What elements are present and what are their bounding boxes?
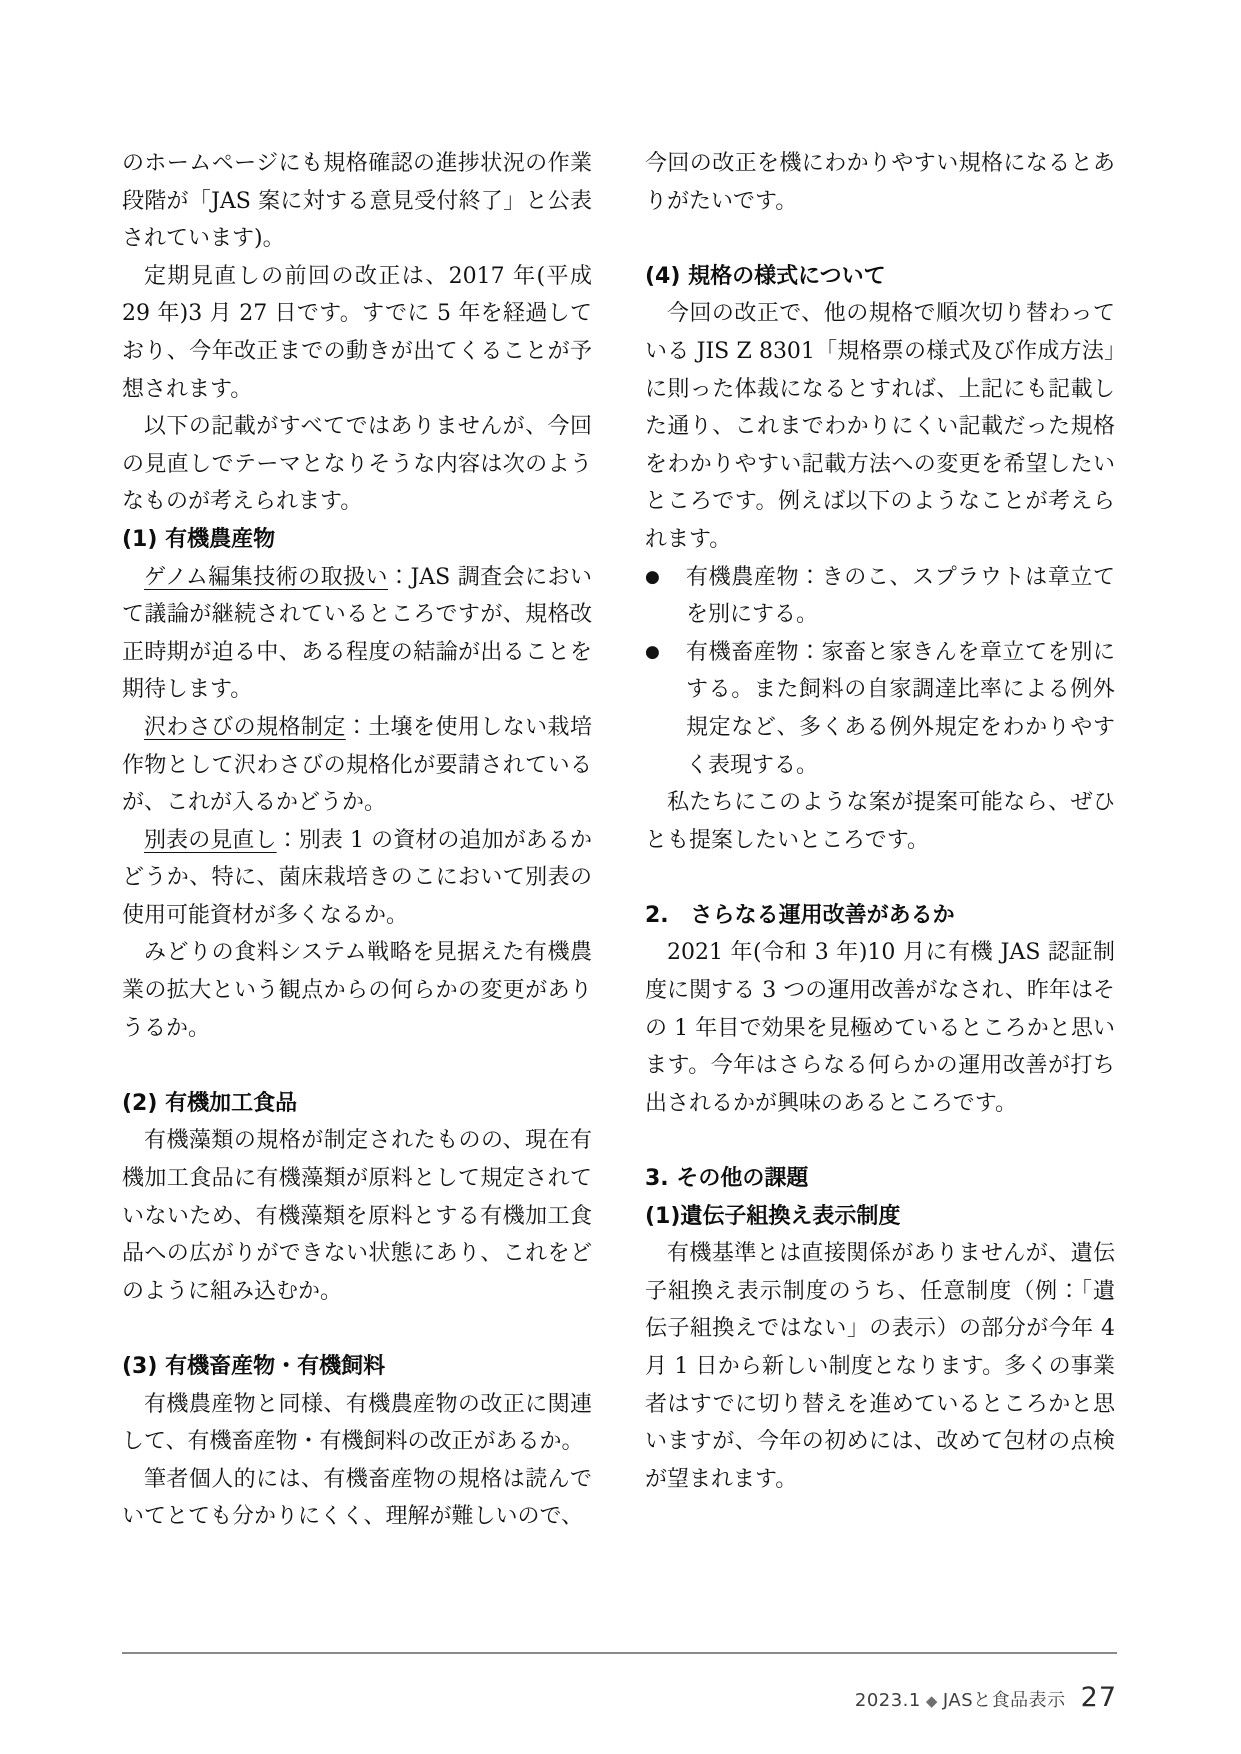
paragraph: 今回の改正を機にわかりやすい規格になるとありがたいです。: [645, 151, 1115, 214]
footer: [855, 1682, 1117, 1713]
left-column: [122, 145, 592, 1536]
blank-line: [122, 1310, 592, 1348]
paragraph: 有機農産物と同様、有機農産物の改正に関連して、有機畜産物・有機飼料の改正があるか。: [122, 1391, 592, 1455]
section-heading: (4) 規格の様式について: [645, 263, 886, 289]
bullet-text: 有機畜産物：家畜と家きんを章立てを別にする。また飼料の自家調達比率による例外規定など、多くある例外規定をわかりやすく表現する。: [686, 639, 1115, 778]
section-heading: (1) 有機農産物: [122, 526, 276, 552]
bullet-icon: ●: [645, 566, 660, 587]
paragraph: のホームページにも規格確認の進捗状況の作業段階が「JAS 案に対する意見受付終了」と公表されています)。: [122, 151, 592, 252]
article-body: [122, 145, 1117, 1536]
diamond-icon: ◆: [925, 1692, 938, 1710]
blank-line: [645, 1122, 1115, 1160]
paragraph: 私たちにこのような案が提案可能なら、ぜひとも提案したいところです。: [645, 790, 1115, 853]
section-heading: 3. その他の課題: [645, 1166, 809, 1192]
blank-line: [645, 220, 1115, 258]
page-number: 27: [1080, 1682, 1117, 1713]
section-heading: (3) 有機畜産物・有機飼料: [122, 1354, 386, 1379]
bullet-item: [645, 634, 1115, 784]
bullet-text: 有機農産物：きのこ、スプラウトは章立てを別にする。: [686, 564, 1115, 628]
paragraph: 有機藻類の規格が制定されたものの、現在有機加工食品に有機藻類が原料として規定されていないため、有機藻類を原料とする有機加工食品への広がりができない状態にあり、これをどのように組み込むか。: [122, 1128, 592, 1304]
paragraph: 2021 年(令和 3 年)10 月に有機 JAS 認証制度に関する 3 つの運用改善がなされ、昨年はその 1 年目で効果を見極めているところかと思います。今年はさらなる何らかの運用改善が打ち出されるかが興味のあるところです。: [645, 940, 1115, 1116]
section-heading: (1)遺伝子組換え表示制度: [645, 1203, 901, 1229]
paragraph: 有機基準とは直接関係がありませんが、遺伝子組換え表示制度のうち、任意制度（例：「遺伝子組換えではない」の表示）の部分が今年 4 月 1 日から新しい制度となります。多くの事業者はすでに切り替えを進めているところかと思いますが、今年の初めには、改めて包材の点検が望まれます。: [645, 1241, 1115, 1492]
paragraph: 別表の見直し：別表 1 の資材の追加があるかどうか、特に、菌床栽培きのこにおいて別表の使用可能資材が多くなるか。: [122, 827, 592, 928]
section-heading: (2) 有機加工食品: [122, 1090, 298, 1116]
footer-divider: [122, 1652, 1117, 1654]
paragraph: 沢わさびの規格制定：土壌を使用しない栽培作物として沢わさびの規格化が要請されているが、これが入るかどうか。: [122, 714, 592, 816]
bullet-icon: ●: [645, 641, 660, 662]
bullet-item: [645, 559, 1115, 634]
section-heading: 2. さらなる運用改善があるか: [645, 902, 955, 928]
footer-issue-date: 2023.1: [854, 1690, 921, 1711]
paragraph: みどりの食料システム戦略を見据えた有機農業の拡大という観点からの何らかの変更がありうるか。: [122, 940, 592, 1041]
blank-line: [645, 859, 1115, 897]
underlined-term: ゲノム編集技術の取扱い: [144, 564, 388, 590]
underlined-term: 沢わさびの規格制定: [144, 714, 346, 740]
footer-publication-title: JASと食品表示: [942, 1690, 1066, 1711]
paragraph: 定期見直しの前回の改正は、2017 年(平成 29 年)3 月 27 日です。すでに 5 年を経過しており、今年改正までの動きが出てくることが予想されます。: [122, 263, 592, 402]
paragraph: 今回の改正で、他の規格で順次切り替わっている JIS Z 8301「規格票の様式及び作成方法」に則った体裁になるとすれば、上記にも記載した通り、これまでわかりにくい記載だった規格をわかりやすい記載方法への変更を希望したいところです。例えば以下のようなことが考えられます。: [645, 301, 1115, 552]
paragraph: 筆者個人的には、有機畜産物の規格は読んでいてとても分かりにくく、理解が難しいので、: [122, 1466, 592, 1530]
underlined-term: 別表の見直し: [144, 827, 277, 853]
paragraph: ゲノム編集技術の取扱い：JAS 調査会において議論が継続されているところですが、規格改正時期が迫る中、ある程度の結論が出ることを期待します。: [122, 564, 592, 703]
right-column: [645, 145, 1115, 1536]
blank-line: [122, 1047, 592, 1085]
paragraph: 以下の記載がすべてではありませんが、今回の見直しでテーマとなりそうな内容は次のようなものが考えられます。: [122, 414, 592, 515]
